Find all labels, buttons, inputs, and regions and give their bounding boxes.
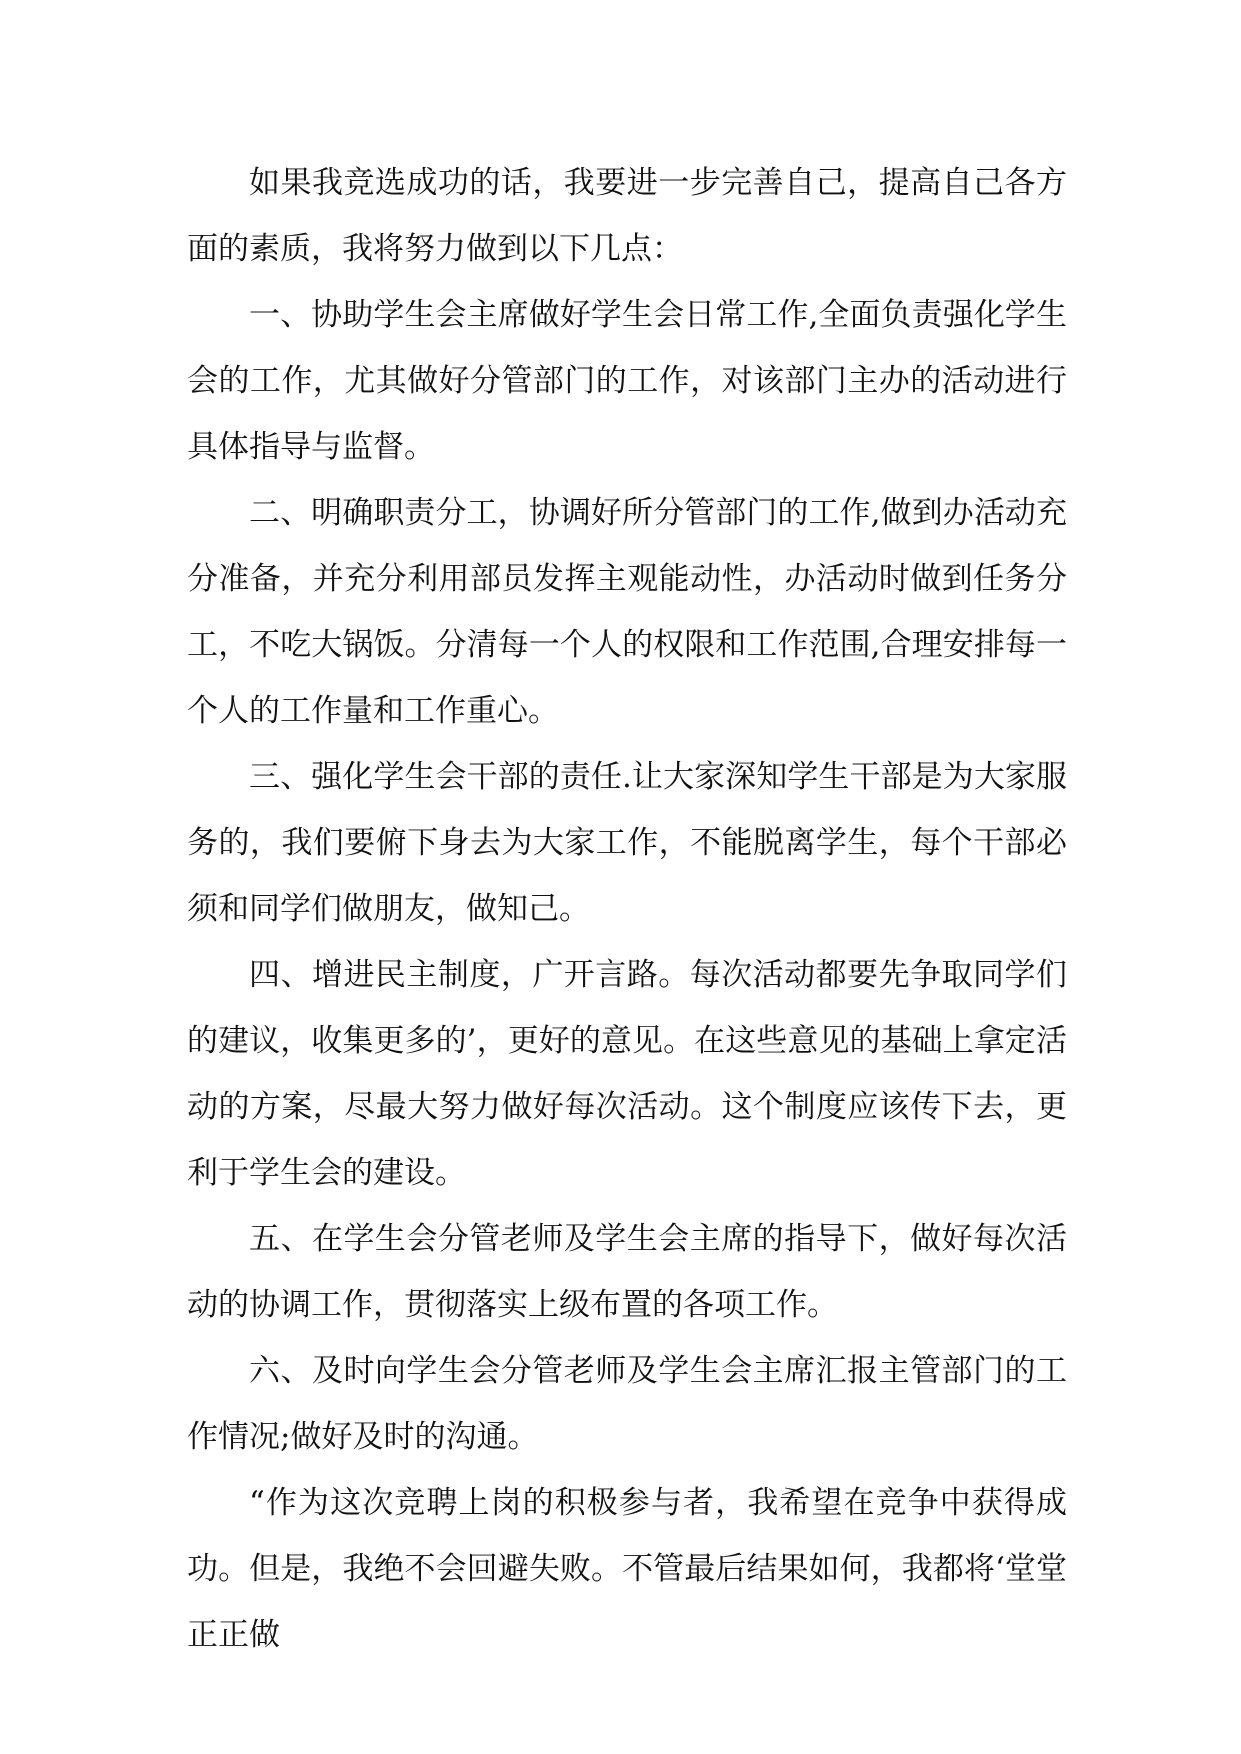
paragraph-point-6: 六、及时向学生会分管老师及学生会主席汇报主管部门的工作情况;做好及时的沟通。	[187, 1353, 1067, 1455]
paragraph-point-5: 五、在学生会分管老师及学生会主席的指导下，做好每次活动的协调工作，贯彻落实上级布置的各项工作。	[187, 1221, 1067, 1323]
paragraph-closing: “作为这次竞聘上岗的积极参与者，我希望在竞争中获得成功。但是，我绝不会回避失败。不管最后结果如何，我都将‘堂堂正正做	[187, 1485, 1067, 1653]
document-body	[187, 150, 1067, 1668]
paragraph-point-1: 一、协助学生会主席做好学生会日常工作,全面负责强化学生会的工作，尤其做好分管部门的工作，对该部门主办的活动进行具体指导与监督。	[187, 297, 1067, 465]
paragraph-point-2: 二、明确职责分工，协调好所分管部门的工作,做到办活动充分准备，并充分利用部员发挥主观能动性，办活动时做到任务分工，不吃大锅饭。分清每一个人的权限和工作范围,合理安排每一个人的工作量和工作重心。	[187, 495, 1067, 729]
paragraph-point-4: 四、增进民主制度，广开言路。每次活动都要先争取同学们的建议，收集更多的’，更好的意见。在这些意见的基础上拿定活动的方案，尽最大努力做好每次活动。这个制度应该传下去，更利于学生会的建设。	[187, 957, 1067, 1191]
paragraph-point-3: 三、强化学生会干部的责任.让大家深知学生干部是为大家服务的，我们要俯下身去为大家工作，不能脱离学生，每个干部必须和同学们做朋友，做知己。	[187, 759, 1067, 927]
paragraph-intro: 如果我竞选成功的话，我要进一步完善自己，提高自己各方面的素质，我将努力做到以下几点：	[187, 165, 1067, 267]
